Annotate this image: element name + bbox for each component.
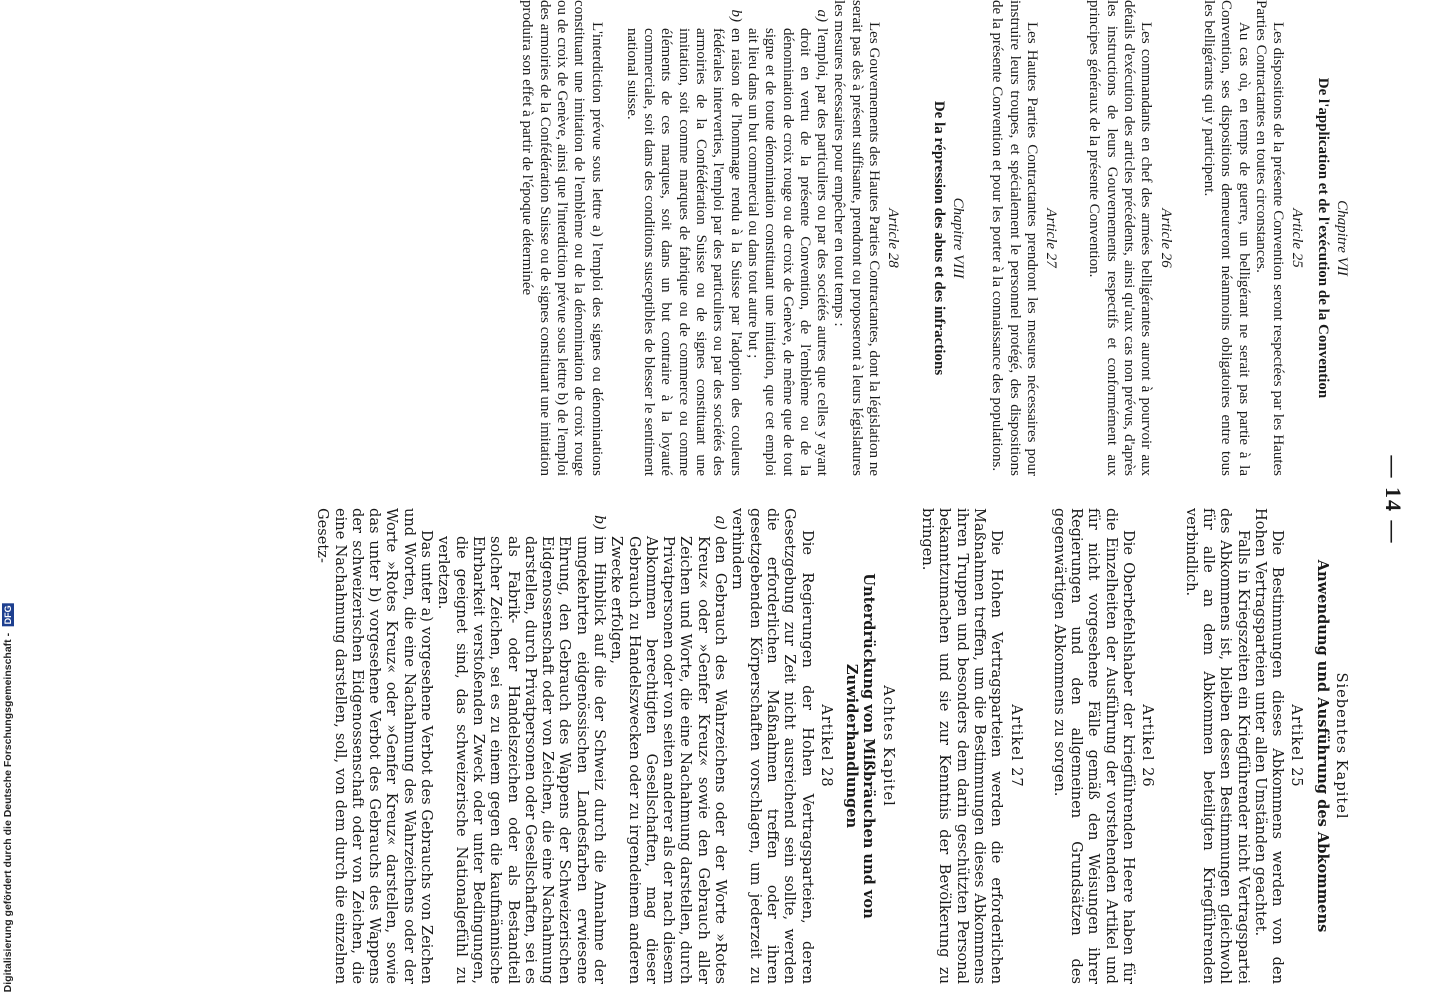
fr-item-a-letter: a) — [814, 9, 831, 22]
fr-article-28-para-2: L'interdiction prévue sous lettre a) l'emploi des signes ou dénominations constituant une imitation de l'emblème ou de la dénomination de croix rouge ou de croix de Genève, ainsi que l'interdiction prévue sous lettre b) de l'emploi des armoiries de la Confédération Suisse ou de signes constituant une imitation produira son effet à partir de l'époque déterminée — [519, 0, 605, 476]
footer-text: Digitalisierung gefördert durch die Deutsche Forschungsgemeinschaft - — [2, 632, 14, 992]
de-article-28-item-b — [435, 508, 608, 984]
de-item-b-text: im Hinblick auf die der Schweiz durch die Annahme der umgekehrten eidgenössischen Landesfarben erwiesene Ehrung, den Gebrauch des Wappens der Schweizerischen Eidgenossenschaft oder von Zeichen, die eine Nachahmung darstellen, durch Privatpersonen oder Gesellschaften, sei es als Fabrik- oder Handelszeichen oder als Bestandteil solcher Zeichen, sei es zu einem gegen die kaufmännische Ehrbarkeit verstoßenden Zweck oder unter Bedingungen, die geeignet sind, das schweizerische Nationalgefühl zu verletzen. — [435, 536, 609, 984]
de-chapter-8: Achtes Kapitel — [879, 685, 897, 807]
de-article-27-para-1: Die Hohen Vertragsparteien werden die erforderlichen Maßnahmen treffen, um die Bestimmungen dieses Abkommens ihren Truppen und besonders dem darin geschützten Personal bekanntzumachen und sie zur Kenntnis der Bevölkerung zu bringen. — [919, 508, 1006, 984]
fr-article-26-heading: Article 26 — [1157, 208, 1174, 268]
fr-article-28-item-b — [623, 0, 744, 476]
fr-item-b-letter: b) — [727, 9, 744, 22]
fr-chapter-8-title: De la répression des abus et des infractions — [930, 100, 947, 376]
de-chapter-7: Siebentes Kapitel — [1333, 672, 1350, 820]
fr-chapter-7-title: De l'application et de l'exécution de la Convention — [1314, 77, 1331, 399]
de-chapter-8-title: Unterdrückung von Mißbräuchen und von Zuwiderhandlungen — [843, 573, 878, 919]
de-article-28-item-a — [608, 508, 729, 984]
fr-article-27-heading: Article 27 — [1043, 208, 1060, 268]
french-column — [518, 0, 1354, 476]
de-article-25-heading: Artikel 25 — [1288, 704, 1306, 788]
de-article-28-para-2: Das unter a) vorgesehene Verbot des Gebrauchs von Zeichen und Worten, die eine Nachahmung des Wahrzeichens oder der Worte »Rotes Kreuz« oder »Genfer Kreuz« darstellen, sowie das unter b) vorgesehene Verbot des Gebrauchs des Wappens der schweizerischen Eidgenossenschaft oder von Zeichen, die eine Nachahmung darstellen, soll, von dem durch die einzelnen Gesetz- — [314, 508, 436, 984]
fr-item-a-text: l'emploi, par des particuliers ou par des sociétés autres que celles y ayant droit en vertu de la présente Convention, de l'emblème ou de la dénomination de croix rouge ou de croix de Genève, de même que de tout signe et de toute dénomination constituant une imitation, que cet emploi ait lieu dans un but commercial ou dans tout autre but ; — [744, 28, 831, 476]
footer-note — [2, 603, 14, 992]
fr-article-25-heading: Article 25 — [1289, 208, 1306, 268]
fr-chapter-7: Chapitre VII — [1334, 200, 1350, 276]
fr-article-27-para-1: Les Hautes Parties Contractantes prendront les mesures nécessaires pour instruire leurs troupes, et spécialement le personnel protégé, des dispositions de la présente Convention et pour les porter à la connaissance des populations. — [989, 0, 1040, 476]
de-article-26-para-1: Die Oberbefehlshaber der kriegführenden Heere haben für die Einzelheiten der Ausführung der vorstehenden Artikel und für nicht vorgesehene Fälle gemäß den Weisungen ihrer Regierungen und den allgemeinen Grundsätzen des gegenwärtigen Abkommens zu sorgen. — [1050, 508, 1138, 984]
dfg-logo: DFG — [3, 604, 13, 624]
fr-article-26-para-1: Les commandants en chef des armées belligérantes auront à pourvoir aux détails d'exécution des articles précédents, ainsi qu'aux cas non prévus, d'après les instructions de leurs Gouvernements respectifs et conformément aux principes généraux de la présente Convention. — [1086, 0, 1155, 476]
fr-article-28-heading: Article 28 — [885, 208, 902, 268]
de-article-28-para-1: Die Regierungen der Hohen Vertragsparteien, deren Gesetzgebung zur Zeit nicht ausreichend sein sollte, werden die erforderlichen Maßnahmen treffen oder ihren gesetzgebenden Körperschaften vorschlagen, um jederzeit zu verhindern — [729, 508, 816, 984]
fr-article-28-item-a — [744, 0, 830, 476]
de-item-b-letter: b) — [591, 514, 609, 530]
de-article-25-para-2: Falls in Kriegszeiten ein Kriegführender nicht Vertragspartei des Abkommens ist, bleiben dessen Bestimmungen gleichwohl für alle an dem Abkommen beteiligten Kriegführenden verbindlich. — [1182, 508, 1252, 984]
fr-chapter-8: Chapitre VIII — [949, 197, 966, 279]
de-article-27-heading: Artikel 27 — [1007, 704, 1025, 788]
page-number: — 14 — — [1381, 455, 1406, 545]
digitization-footer — [0, 0, 22, 996]
fr-item-b-text: en raison de l'hommage rendu à la Suisse par l'adoption des couleurs fédérales interverties, l'emploi par des particuliers ou par des sociétés des armoiries de la Confédération Suisse ou de signes constituant une imitation, soit comme marques de fabrique ou de commerce ou comme éléments de ces marques, soit dans un but contraire à la loyauté commerciale, soit dans des conditions susceptibles de blesser le sentiment national suisse. — [623, 28, 744, 476]
fr-article-25-para-2: Au cas où, en temps de guerre, un belligérant ne serait pas partie à la Convention, ses dispositions demeureront néanmoins obligatoires entre tous les belligérants qui y participent. — [1200, 0, 1252, 476]
de-chapter-7-title: Anwendung und Ausführung des Abkommens — [1313, 559, 1331, 933]
fr-article-28-para-1: Les Gouvernements des Hautes Parties Contractantes, dont la législation ne serait pas dès à présent suffisante, prendront ou proposeront à leurs législatures les mesures nécessaires pour empêcher en tout temps : — [831, 0, 883, 476]
de-item-a-letter: a) — [712, 515, 730, 530]
de-article-25-para-1: Die Bestimmungen dieses Abkommens werden von den Hohen Vertragsparteien unter allen Umständen geachtet. — [1251, 508, 1287, 984]
de-item-a-text: den Gebrauch des Wahrzeichens oder der Worte »Rotes Kreuz« oder »Genfer Kreuz« sowie den Gebrauch aller Zeichen und Worte, die eine Nachahmung darstellen, durch Privatpersonen oder von seiten anderer als der nach diesem Abkommen berechtigten Gesellschaften, mag dieser Gebrauch zu Handelszwecken oder zu irgendeinem anderen Zwecke erfolgen, — [608, 536, 730, 984]
german-column — [314, 508, 1354, 984]
de-article-28-heading: Artikel 28 — [817, 704, 835, 788]
de-article-26-heading: Artikel 26 — [1139, 704, 1157, 788]
fr-article-25-para-1: Les dispositions de la présente Convention seront respectées par les Hautes Parties Contractantes en toutes circonstances. — [1252, 0, 1287, 476]
